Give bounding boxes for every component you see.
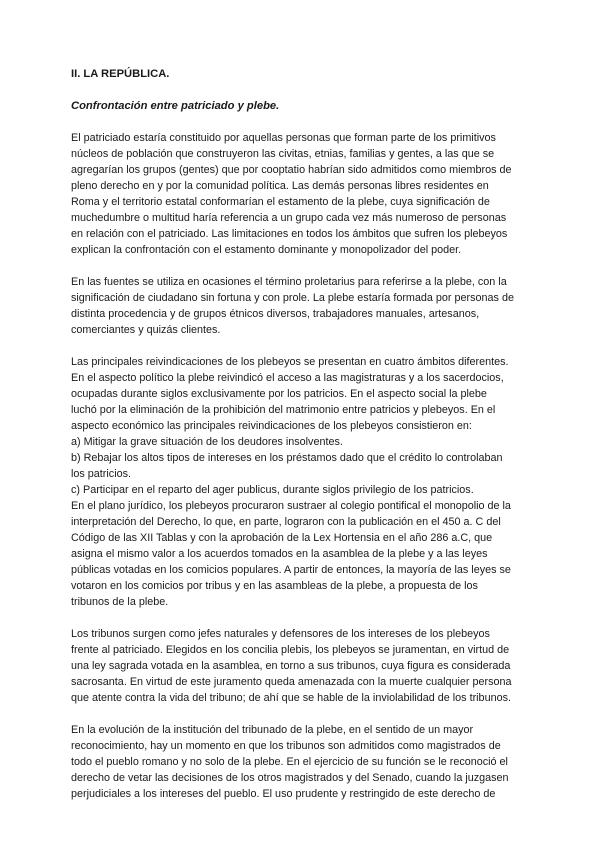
- text-line: reconocimiento, hay un momento en que los tribunos son admitidos como magistrados de: [71, 740, 501, 752]
- text-line: Roma y el territorio estatal conformarían el estamento de la plebe, cuya significación de: [71, 196, 490, 208]
- text-line: En el aspecto político la plebe reivindicó el acceso a las magistraturas y a los sacerdocios,: [71, 372, 504, 384]
- paragraph-tribunos: [71, 626, 531, 706]
- text-line: En la evolución de la institución del tribunado de la plebe, en el sentido de un mayor: [71, 724, 474, 736]
- text-line: agregarían los grupos (gentes) que por cooptatio habrían sido admitidos como miembros de: [71, 164, 512, 176]
- section-subheading: Confrontación entre patriciado y plebe.: [71, 100, 280, 112]
- text-line: derecho de vetar las decisiones de los otros magistrados y del Senado, cuando la juzgasen: [71, 772, 509, 784]
- text-line: públicas votadas en los comicios populares. A partir de entonces, la mayoría de las leyes se: [71, 564, 511, 576]
- text-line: luchó por la eliminación de la prohibición del matrimonio entre patricios y plebeyos. En el: [71, 404, 496, 416]
- paragraph-patriciado: [71, 130, 531, 258]
- text-line: El patriciado estaría constituido por aquellas personas que forman parte de los primitivos: [71, 132, 496, 144]
- text-line: frente al patriciado. Elegidos en los concilia plebis, los plebeyos se juramentan, en virtud de: [71, 644, 510, 656]
- text-line: en relación con el patriciado. Las limitaciones en todos los ámbitos que sufren los plebeyos: [71, 228, 508, 240]
- text-line: sacrosanta. En virtud de este juramento queda amenazada con la muerte cualquier persona: [71, 676, 512, 688]
- document-page: [71, 66, 531, 802]
- list-item-b: b) Rebajar los altos tipos de intereses en los préstamos dado que el crédito lo controlaban: [71, 452, 503, 464]
- text-line: Los tribunos surgen como jefes naturales y defensores de los intereses de los plebeyos: [71, 628, 490, 640]
- paragraph-proletarius: [71, 274, 531, 338]
- text-line: Código de las XII Tablas y con la aprobación de la Lex Hortensia en el año 286 a.C, que: [71, 532, 493, 544]
- text-line: asigna el mismo valor a los acuerdos tomados en la asamblea de la plebe y a las leyes: [71, 548, 488, 560]
- text-line: perjudiciales a los intereses del pueblo. El uso prudente y restringido de este derecho de: [71, 788, 496, 800]
- text-line: muchedumbre o multitud haría referencia a un grupo cada vez más numeroso de personas: [71, 212, 507, 224]
- text-line: los patricios.: [71, 468, 132, 480]
- list-item-c: c) Participar en el reparto del ager publicus, durante siglos privilegio de los patricios.: [71, 484, 474, 496]
- text-line: comerciantes y quizás clientes.: [71, 324, 221, 336]
- text-line: significación de ciudadano sin fortuna y con prole. La plebe estaría formada por personas de: [71, 292, 514, 304]
- text-line: núcleos de población que construyeron las civitas, etnias, familias y gentes, a las que se: [71, 148, 495, 160]
- paragraph-reivindicaciones: [71, 354, 531, 610]
- text-line: En las fuentes se utiliza en ocasiones el término proletarius para referirse a la plebe, con la: [71, 276, 507, 288]
- list-item-a: a) Mitigar la grave situación de los deudores insolventes.: [71, 436, 343, 448]
- section-heading: II. LA REPÚBLICA.: [71, 68, 170, 80]
- text-line: aspecto económico las principales reivindicaciones de los plebeyos consistieron en:: [71, 420, 472, 432]
- text-line: todo el pueblo romano y no solo de la plebe. En el ejercicio de su función se le reconoció el: [71, 756, 508, 768]
- text-line: una ley sagrada votada en la asamblea, en torno a sus tribunos, cuya figura es considerada: [71, 660, 511, 672]
- text-line: tribunos de la plebe.: [71, 596, 169, 608]
- text-line: interpretación del Derecho, lo que, en parte, lograron con la publicación en el 450 a. C del: [71, 516, 501, 528]
- text-line: En el plano jurídico, los plebeyos procuraron sustraer al colegio pontifical el monopolio de la: [71, 500, 511, 512]
- text-line: explican la confrontación con el estamento dominante y monopolizador del poder.: [71, 244, 462, 256]
- text-line: ocupadas durante siglos exclusivamente por los patricios. En el aspecto social la plebe: [71, 388, 487, 400]
- text-line: Las principales reivindicaciones de los plebeyos se presentan en cuatro ámbitos diferentes.: [71, 356, 509, 368]
- text-line: que atente contra la vida del tribuno; de ahí que se hable de la inviolabilidad de los tribunos.: [71, 692, 511, 704]
- paragraph-evolucion: [71, 722, 531, 802]
- text-line: votaron en los comicios por tribus y en las asambleas de la plebe, a propuesta de los: [71, 580, 478, 592]
- text-line: distinta procedencia y de grupos étnicos diversos, trabajadores manuales, artesanos,: [71, 308, 480, 320]
- text-line: pleno derecho en y por la comunidad política. Las demás personas libres residentes en: [71, 180, 489, 192]
